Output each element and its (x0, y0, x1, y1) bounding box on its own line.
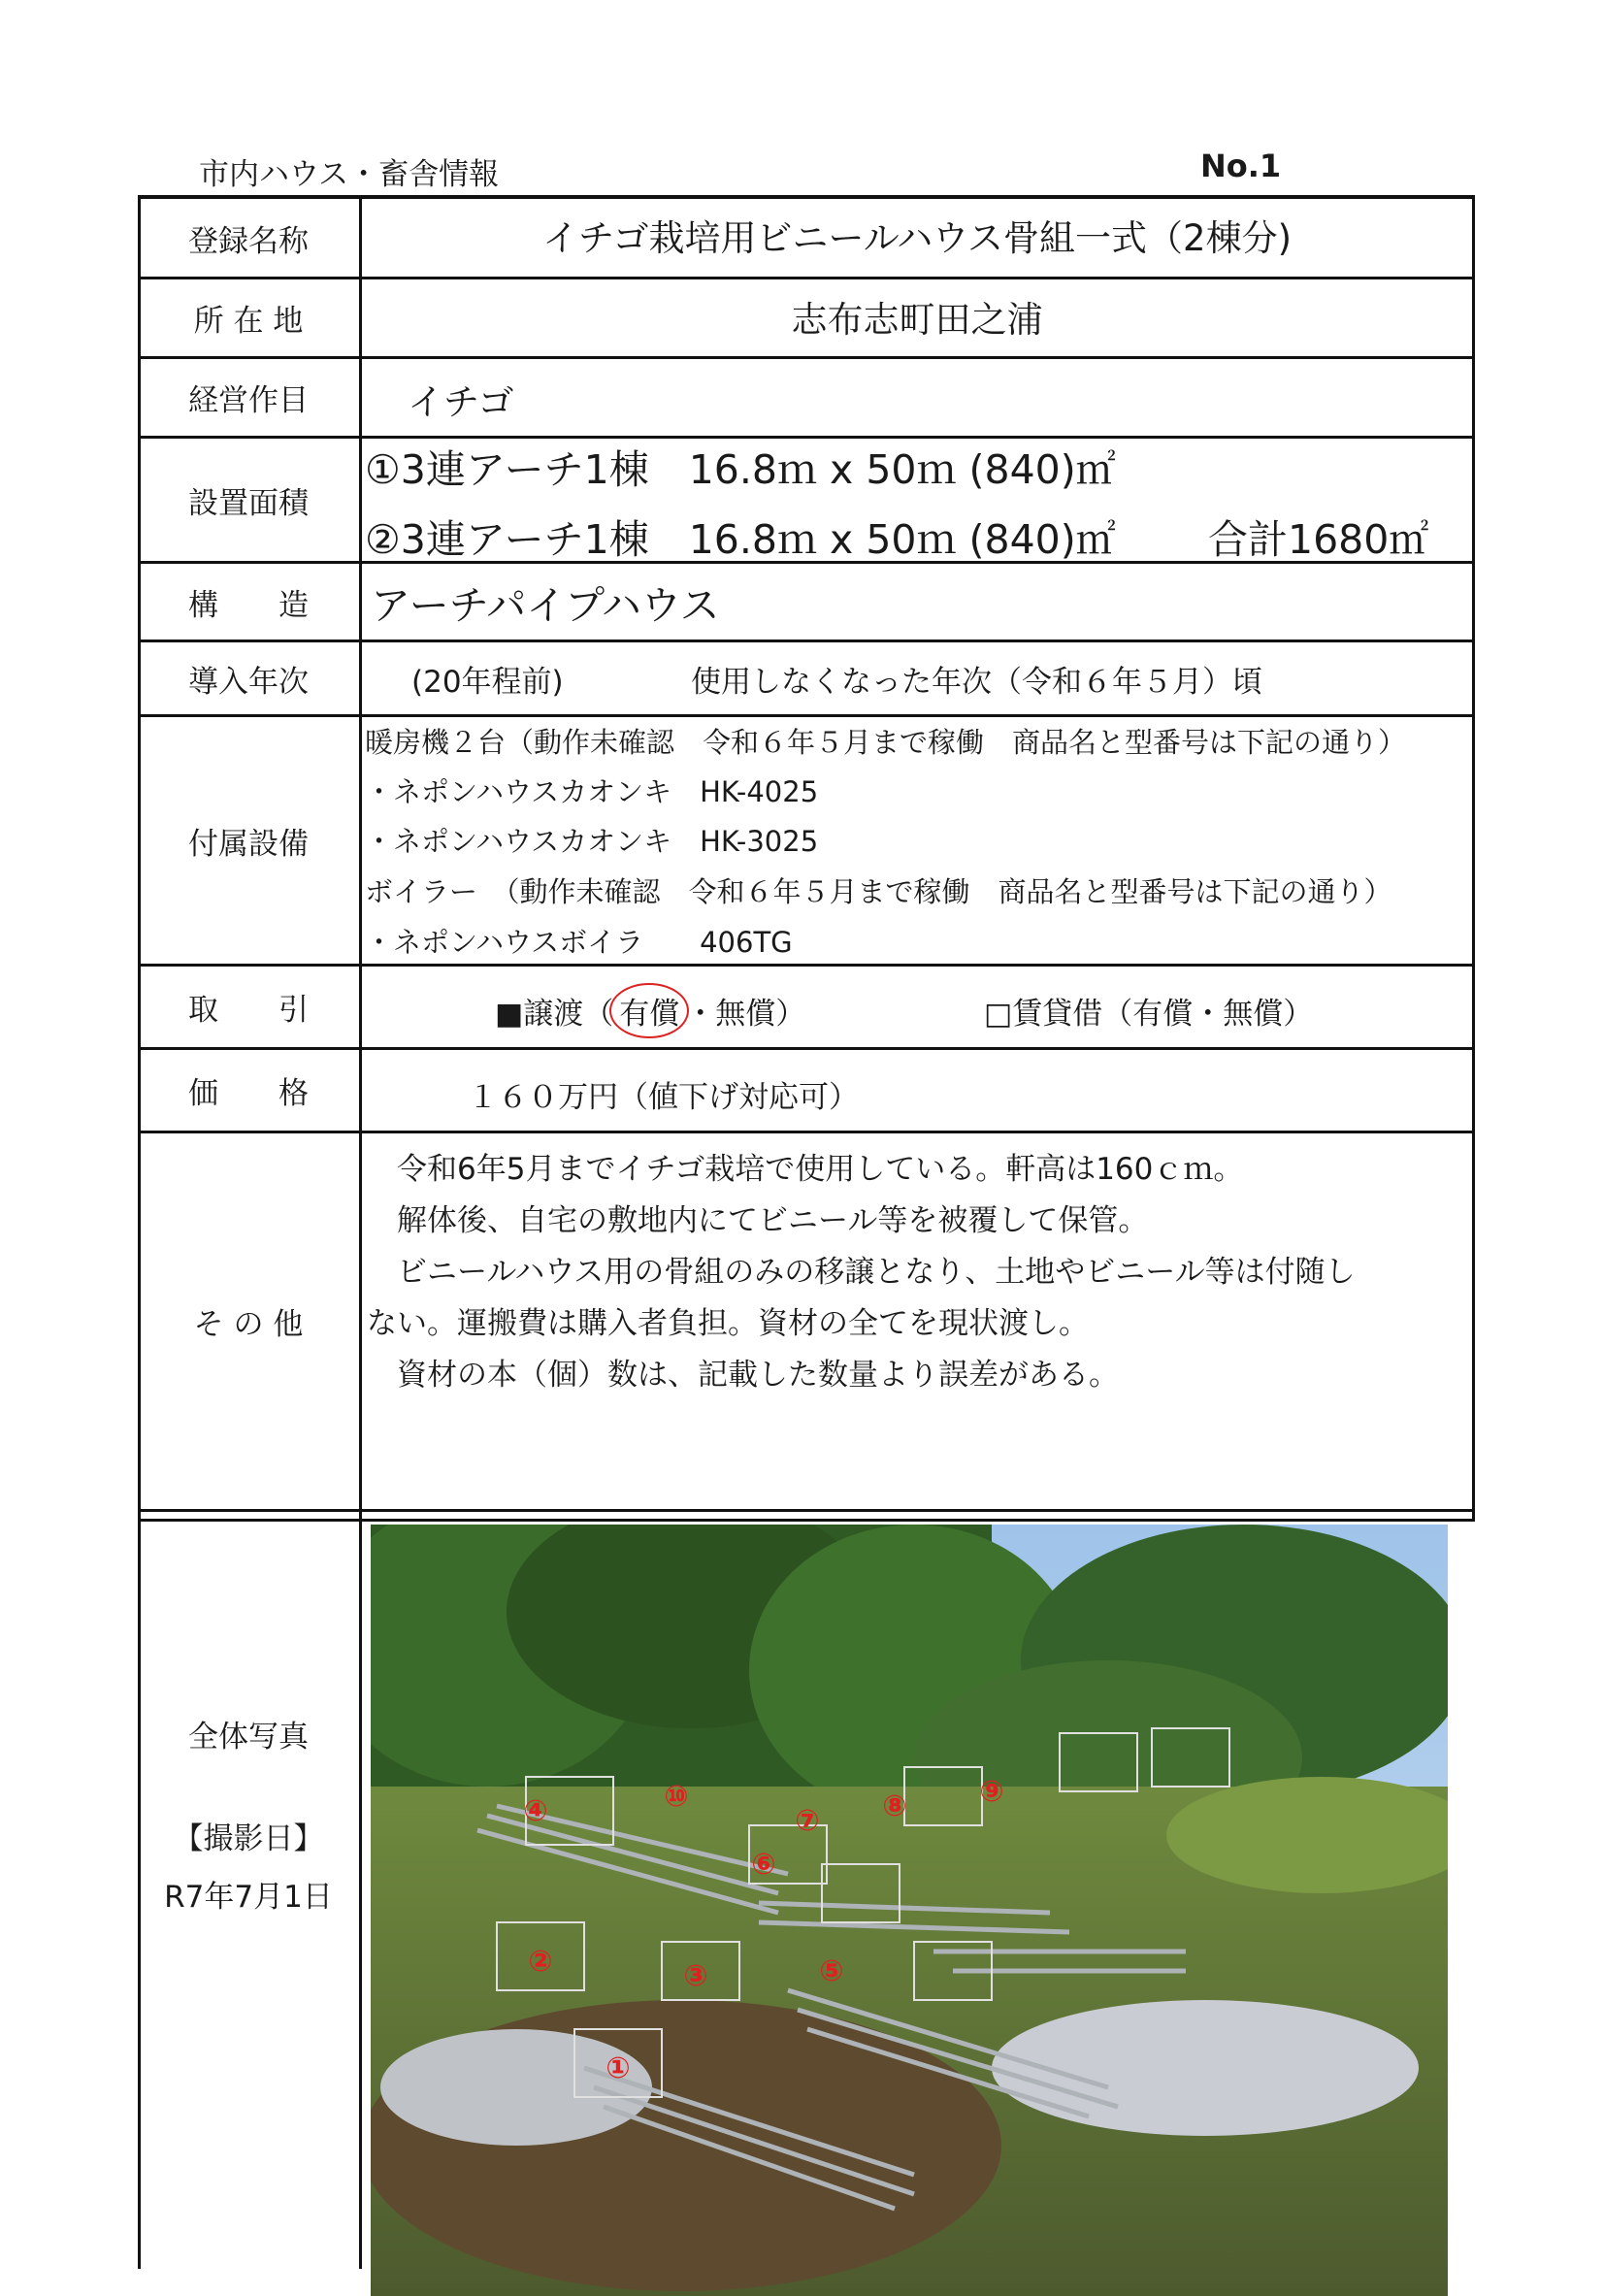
equipment-line: 暖房機２台（動作未確認 令和６年５月まで稼働 商品名と型番号は下記の通り） (365, 726, 1407, 759)
info-table (138, 195, 1475, 2269)
price-label: 価 格 (188, 1076, 309, 1111)
site-photo (371, 1525, 1448, 2296)
other-line: ビニールハウス用の骨組のみの移譲となり、土地やビニール等は付随し (367, 1255, 1356, 1290)
marker-10: ⑩ (664, 1780, 689, 1814)
equipment-label: 付属設備 (188, 826, 309, 862)
shot-date-label: 【撮影日】 (173, 1820, 324, 1856)
shot-date-value: R7年7月1日 (164, 1879, 333, 1915)
marker-8: ⑧ (882, 1789, 907, 1823)
other-label: そ の 他 (193, 1307, 304, 1342)
deal-lease: □賃貸借（有償・無償） (984, 997, 1314, 1032)
area-line-1: ①3連アーチ1棟 16.8ｍ x 50ｍ (840)㎡ (365, 446, 1116, 493)
other-line: 資材の本（個）数は、記載した数量より誤差がある。 (367, 1358, 1119, 1393)
marker-1: ① (606, 2051, 631, 2085)
other-line: 令和6年5月までイチゴ栽培で使用している。軒高は160ｃｍ。 (367, 1152, 1244, 1187)
equipment-line: ・ネポンハウスボイラ 406TG (365, 926, 793, 959)
area-label: 設置面積 (188, 485, 309, 521)
area-line-2: ②3連アーチ1棟 16.8ｍ x 50ｍ (840)㎡ (365, 516, 1116, 563)
year-unused: 使用しなくなった年次（令和６年５月）頃 (691, 665, 1262, 700)
equipment-line: ボイラー （動作未確認 令和６年５月まで稼働 商品名と型番号は下記の通り） (365, 875, 1392, 908)
name-label: 登録名称 (188, 223, 309, 259)
photo-label: 全体写真 (188, 1719, 309, 1755)
marker-2: ② (528, 1945, 553, 1979)
column-divider (359, 195, 362, 2269)
transfer-suffix: ・無償） (685, 997, 806, 1032)
transfer-prefix: ■譲渡（ (495, 997, 614, 1032)
marker-7: ⑦ (795, 1804, 820, 1838)
marker-3: ③ (683, 1959, 708, 1993)
other-line: ない。運搬費は購入者負担。資材の全てを現状渡し。 (367, 1306, 1089, 1341)
other-line: 解体後、自宅の敷地内にてビニール等を被覆して保管。 (367, 1203, 1149, 1238)
sheet-title: 市内ハウス・畜舎情報 (199, 157, 500, 192)
name-value: イチゴ栽培用ビニールハウス骨組一式（2棟分) (541, 217, 1293, 259)
year-intro: (20年程前) (411, 665, 564, 700)
price-value: １６０万円（値下げ対応可） (468, 1080, 859, 1115)
deal-label: 取 引 (188, 993, 309, 1028)
marker-4: ④ (523, 1794, 548, 1828)
marker-9: ⑨ (979, 1775, 1004, 1809)
sheet-number: No.1 (1200, 148, 1282, 184)
structure-label: 構 造 (188, 587, 309, 623)
year-label: 導入年次 (188, 664, 309, 700)
equipment-line: ・ネポンハウスカオンキ HK-4025 (365, 775, 819, 808)
equipment-line: ・ネポンハウスカオンキ HK-3025 (365, 825, 819, 858)
location-label: 所 在 地 (193, 304, 304, 339)
site-photo-illustration (371, 1525, 1448, 2296)
marker-6: ⑥ (751, 1848, 776, 1882)
marker-5: ⑤ (819, 1954, 844, 1988)
area-total: 合計1680㎡ (1208, 516, 1429, 563)
crop-value: イチゴ (408, 381, 514, 423)
crop-label: 経営作目 (188, 383, 309, 418)
table-right-border (1472, 195, 1475, 1519)
location-value: 志布志町田之浦 (791, 299, 1043, 341)
paid-option-circled: 有償 (609, 983, 689, 1038)
structure-value: アーチパイプハウス (371, 582, 720, 629)
